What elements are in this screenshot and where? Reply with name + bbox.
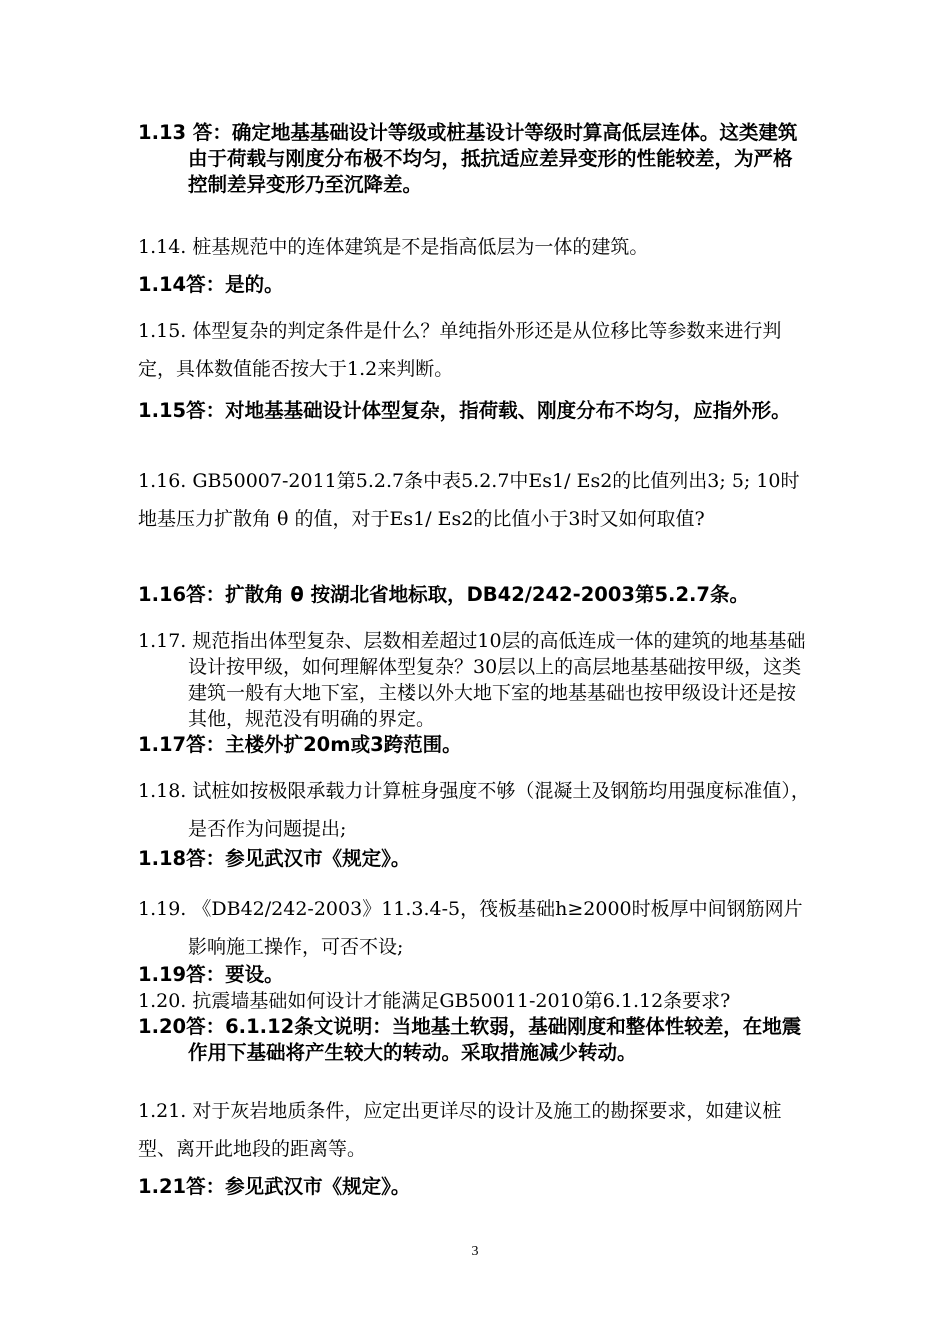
question-1-14: 1.14. 桩基规范中的连体建筑是不是指高低层为一体的建筑。 <box>138 236 649 258</box>
question-1-15: 1.15. 体型复杂的判定条件是什么？单纯指外形还是从位移比等参数来进行判定，具体数值能否按大于1.2来判断。 <box>138 320 782 380</box>
question-1-19: 1.19. 《DB42/242-2003》11.3.4-5，筏板基础h≥2000时板厚中间钢筋网片影响施工操作，可否不设; <box>138 898 803 958</box>
answer-1-19: 1.19答：要设。 <box>138 963 284 986</box>
answer-1-17: 1.17答：主楼外扩20m或3跨范围。 <box>138 733 462 756</box>
question-1-18: 1.18. 试桩如按极限承载力计算桩身强度不够（混凝土及钢筋均用强度标准值），是否作为问题提出; <box>138 780 810 840</box>
answer-1-15: 1.15答：对地基基础设计体型复杂，指荷载、刚度分布不均匀，应指外形。 <box>138 399 791 422</box>
answer-1-20: 1.20答：6.1.12条文说明：当地基土软弱，基础刚度和整体性较差，在地震作用下基础将产生较大的转动。采取措施减少转动。 <box>138 1015 802 1064</box>
answer-1-16: 1.16答：扩散角 θ 按湖北省地标取，DB42/242-2003第5.2.7条。 <box>138 583 749 606</box>
question-1-20: 1.20. 抗震墙基础如何设计才能满足GB50011-2010第6.1.12条要求? <box>138 990 731 1012</box>
answer-1-21: 1.21答：参见武汉市《规定》。 <box>138 1175 411 1198</box>
answer-1-18: 1.18答：参见武汉市《规定》。 <box>138 847 411 870</box>
question-1-16: 1.16. GB50007-2011第5.2.7条中表5.2.7中Es1/ Es2的比值列出3; 5; 10时地基压力扩散角 θ 的值，对于Es1/ Es2的比值小于3时又如何取值? <box>138 470 800 530</box>
page-number: 3 <box>471 1244 479 1259</box>
answer-1-14: 1.14答：是的。 <box>138 273 284 296</box>
question-1-21: 1.21. 对于灰岩地质条件，应定出更详尽的设计及施工的勘探要求，如建议桩型、离开此地段的距离等。 <box>138 1100 782 1160</box>
answer-1-13: 1.13 答：确定地基基础设计等级或桩基设计等级时算高低层连体。这类建筑由于荷载与刚度分布极不均匀，抵抗适应差异变形的性能较差，为严格控制差异变形乃至沉降差。 <box>138 121 798 196</box>
question-1-17: 1.17. 规范指出体型复杂、层数相差超过10层的高低连成一体的建筑的地基基础设计按甲级，如何理解体型复杂？30层以上的高层地基基础按甲级，这类建筑一般有大地下室，主楼以外大地下室的地基基础也按甲级设计还是按其他，规范没有明确的界定。 <box>138 630 806 730</box>
